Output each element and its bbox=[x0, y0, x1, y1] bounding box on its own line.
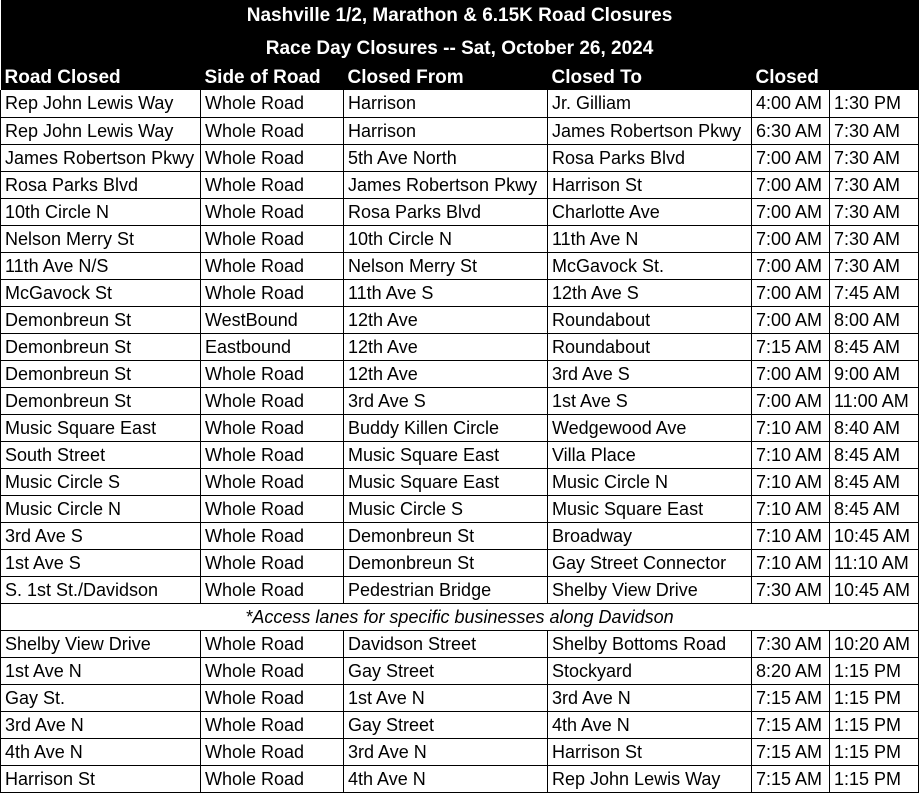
table-row bbox=[1, 333, 919, 360]
cell-closed-start: 7:30 AM bbox=[752, 630, 830, 657]
cell-closed-end: 8:00 AM bbox=[830, 306, 919, 333]
table-row bbox=[1, 90, 919, 117]
cell-side-of-road: Whole Road bbox=[201, 144, 344, 171]
cell-closed-to: Roundabout bbox=[548, 306, 752, 333]
access-note: *Access lanes for specific businesses along Davidson bbox=[1, 603, 919, 630]
header-row bbox=[1, 65, 919, 90]
cell-closed-start: 7:00 AM bbox=[752, 144, 830, 171]
cell-closed-from: Gay Street bbox=[344, 657, 548, 684]
cell-side-of-road: Whole Road bbox=[201, 117, 344, 144]
cell-side-of-road: Whole Road bbox=[201, 198, 344, 225]
access-note-row bbox=[1, 603, 919, 630]
cell-closed-to: Villa Place bbox=[548, 441, 752, 468]
cell-side-of-road: Whole Road bbox=[201, 252, 344, 279]
table-row bbox=[1, 252, 919, 279]
cell-closed-to: 3rd Ave N bbox=[548, 684, 752, 711]
table-row bbox=[1, 144, 919, 171]
cell-road-closed: Harrison St bbox=[1, 765, 201, 792]
cell-closed-from: Rosa Parks Blvd bbox=[344, 198, 548, 225]
cell-side-of-road: Whole Road bbox=[201, 549, 344, 576]
table-row bbox=[1, 279, 919, 306]
cell-closed-start: 7:10 AM bbox=[752, 468, 830, 495]
table-row bbox=[1, 468, 919, 495]
cell-closed-to: 12th Ave S bbox=[548, 279, 752, 306]
cell-side-of-road: Whole Road bbox=[201, 630, 344, 657]
header-road-closed: Road Closed bbox=[1, 65, 201, 90]
cell-closed-from: 3rd Ave N bbox=[344, 738, 548, 765]
table-row bbox=[1, 225, 919, 252]
cell-closed-start: 7:30 AM bbox=[752, 576, 830, 603]
cell-road-closed: 11th Ave N/S bbox=[1, 252, 201, 279]
cell-closed-end: 11:00 AM bbox=[830, 387, 919, 414]
header-closed-from: Closed From bbox=[344, 65, 548, 90]
cell-closed-end: 7:30 AM bbox=[830, 144, 919, 171]
cell-closed-start: 6:30 AM bbox=[752, 117, 830, 144]
cell-closed-end: 8:45 AM bbox=[830, 441, 919, 468]
cell-closed-start: 7:15 AM bbox=[752, 711, 830, 738]
cell-closed-end: 1:15 PM bbox=[830, 765, 919, 792]
table-row bbox=[1, 387, 919, 414]
cell-closed-start: 7:10 AM bbox=[752, 414, 830, 441]
cell-road-closed: Rep John Lewis Way bbox=[1, 117, 201, 144]
cell-closed-end: 7:30 AM bbox=[830, 225, 919, 252]
cell-closed-to: Jr. Gilliam bbox=[548, 90, 752, 117]
table-row bbox=[1, 657, 919, 684]
cell-road-closed: Rep John Lewis Way bbox=[1, 90, 201, 117]
cell-closed-end: 8:45 AM bbox=[830, 468, 919, 495]
cell-side-of-road: Whole Road bbox=[201, 90, 344, 117]
cell-closed-start: 7:00 AM bbox=[752, 198, 830, 225]
cell-closed-end: 7:30 AM bbox=[830, 171, 919, 198]
cell-road-closed: S. 1st St./Davidson bbox=[1, 576, 201, 603]
cell-closed-end: 8:45 AM bbox=[830, 495, 919, 522]
cell-road-closed: 3rd Ave N bbox=[1, 711, 201, 738]
table-row bbox=[1, 495, 919, 522]
cell-closed-to: Shelby View Drive bbox=[548, 576, 752, 603]
cell-closed-from: Demonbreun St bbox=[344, 549, 548, 576]
cell-closed-to: 1st Ave S bbox=[548, 387, 752, 414]
cell-closed-to: Harrison St bbox=[548, 171, 752, 198]
cell-road-closed: Demonbreun St bbox=[1, 333, 201, 360]
table-row bbox=[1, 441, 919, 468]
cell-side-of-road: Eastbound bbox=[201, 333, 344, 360]
cell-road-closed: Nelson Merry St bbox=[1, 225, 201, 252]
cell-closed-start: 7:10 AM bbox=[752, 549, 830, 576]
cell-closed-to: Music Circle N bbox=[548, 468, 752, 495]
cell-closed-start: 7:15 AM bbox=[752, 738, 830, 765]
cell-closed-end: 7:30 AM bbox=[830, 117, 919, 144]
cell-closed-from: Music Circle S bbox=[344, 495, 548, 522]
cell-closed-from: 1st Ave N bbox=[344, 684, 548, 711]
cell-closed-end: 10:45 AM bbox=[830, 576, 919, 603]
cell-closed-from: 3rd Ave S bbox=[344, 387, 548, 414]
table-row bbox=[1, 576, 919, 603]
cell-closed-from: 11th Ave S bbox=[344, 279, 548, 306]
cell-closed-end: 1:15 PM bbox=[830, 711, 919, 738]
cell-road-closed: Shelby View Drive bbox=[1, 630, 201, 657]
cell-closed-start: 7:15 AM bbox=[752, 684, 830, 711]
cell-closed-from: 5th Ave North bbox=[344, 144, 548, 171]
cell-closed-to: Music Square East bbox=[548, 495, 752, 522]
cell-closed-end: 7:45 AM bbox=[830, 279, 919, 306]
cell-road-closed: 3rd Ave S bbox=[1, 522, 201, 549]
cell-closed-to: 3rd Ave S bbox=[548, 360, 752, 387]
table-row bbox=[1, 171, 919, 198]
cell-road-closed: Demonbreun St bbox=[1, 360, 201, 387]
cell-road-closed: South Street bbox=[1, 441, 201, 468]
table-row bbox=[1, 711, 919, 738]
cell-closed-end: 11:10 AM bbox=[830, 549, 919, 576]
cell-closed-from: 12th Ave bbox=[344, 333, 548, 360]
cell-closed-from: 10th Circle N bbox=[344, 225, 548, 252]
cell-closed-start: 7:00 AM bbox=[752, 225, 830, 252]
cell-closed-from: Davidson Street bbox=[344, 630, 548, 657]
cell-closed-from: Harrison bbox=[344, 90, 548, 117]
cell-closed-start: 7:00 AM bbox=[752, 171, 830, 198]
cell-closed-end: 1:15 PM bbox=[830, 738, 919, 765]
cell-closed-to: Rep John Lewis Way bbox=[548, 765, 752, 792]
cell-closed-from: Music Square East bbox=[344, 468, 548, 495]
cell-closed-from: Demonbreun St bbox=[344, 522, 548, 549]
cell-closed-to: Rosa Parks Blvd bbox=[548, 144, 752, 171]
cell-closed-from: Harrison bbox=[344, 117, 548, 144]
cell-closed-end: 7:30 AM bbox=[830, 198, 919, 225]
cell-side-of-road: Whole Road bbox=[201, 495, 344, 522]
cell-closed-from: Gay Street bbox=[344, 711, 548, 738]
cell-closed-from: Music Square East bbox=[344, 441, 548, 468]
cell-closed-from: Nelson Merry St bbox=[344, 252, 548, 279]
cell-side-of-road: Whole Road bbox=[201, 738, 344, 765]
cell-closed-from: Pedestrian Bridge bbox=[344, 576, 548, 603]
cell-closed-end: 1:15 PM bbox=[830, 684, 919, 711]
cell-side-of-road: Whole Road bbox=[201, 171, 344, 198]
cell-side-of-road: WestBound bbox=[201, 306, 344, 333]
cell-closed-from: 12th Ave bbox=[344, 360, 548, 387]
table-row bbox=[1, 414, 919, 441]
cell-closed-end: 10:45 AM bbox=[830, 522, 919, 549]
cell-closed-end: 1:15 PM bbox=[830, 657, 919, 684]
cell-closed-to: Broadway bbox=[548, 522, 752, 549]
cell-side-of-road: Whole Road bbox=[201, 414, 344, 441]
table-row bbox=[1, 306, 919, 333]
cell-road-closed: Rosa Parks Blvd bbox=[1, 171, 201, 198]
cell-side-of-road: Whole Road bbox=[201, 225, 344, 252]
cell-closed-from: 12th Ave bbox=[344, 306, 548, 333]
cell-closed-end: 9:00 AM bbox=[830, 360, 919, 387]
cell-closed-start: 7:00 AM bbox=[752, 279, 830, 306]
cell-closed-to: Shelby Bottoms Road bbox=[548, 630, 752, 657]
cell-closed-start: 7:15 AM bbox=[752, 333, 830, 360]
cell-closed-from: 4th Ave N bbox=[344, 765, 548, 792]
title-row-1 bbox=[1, 0, 919, 32]
header-side-of-road: Side of Road bbox=[201, 65, 344, 90]
cell-closed-to: 11th Ave N bbox=[548, 225, 752, 252]
cell-closed-to: James Robertson Pkwy bbox=[548, 117, 752, 144]
table-row bbox=[1, 522, 919, 549]
cell-closed-end: 8:45 AM bbox=[830, 333, 919, 360]
cell-closed-start: 8:20 AM bbox=[752, 657, 830, 684]
title-row-2 bbox=[1, 32, 919, 65]
cell-closed-to: Wedgewood Ave bbox=[548, 414, 752, 441]
cell-side-of-road: Whole Road bbox=[201, 279, 344, 306]
cell-road-closed: 1st Ave S bbox=[1, 549, 201, 576]
table-row bbox=[1, 684, 919, 711]
cell-side-of-road: Whole Road bbox=[201, 765, 344, 792]
cell-closed-from: Buddy Killen Circle bbox=[344, 414, 548, 441]
cell-closed-to: McGavock St. bbox=[548, 252, 752, 279]
cell-closed-end: 7:30 AM bbox=[830, 252, 919, 279]
cell-side-of-road: Whole Road bbox=[201, 522, 344, 549]
cell-road-closed: McGavock St bbox=[1, 279, 201, 306]
cell-side-of-road: Whole Road bbox=[201, 441, 344, 468]
cell-closed-to: Charlotte Ave bbox=[548, 198, 752, 225]
sheet-title: Nashville 1/2, Marathon & 6.15K Road Closures bbox=[1, 0, 919, 32]
cell-road-closed: Demonbreun St bbox=[1, 387, 201, 414]
cell-road-closed: 4th Ave N bbox=[1, 738, 201, 765]
cell-closed-start: 7:00 AM bbox=[752, 360, 830, 387]
table-row bbox=[1, 198, 919, 225]
cell-road-closed: Music Circle N bbox=[1, 495, 201, 522]
cell-closed-start: 7:10 AM bbox=[752, 522, 830, 549]
table-row bbox=[1, 549, 919, 576]
cell-road-closed: Music Square East bbox=[1, 414, 201, 441]
cell-closed-from: James Robertson Pkwy bbox=[344, 171, 548, 198]
cell-closed-end: 8:40 AM bbox=[830, 414, 919, 441]
cell-closed-to: Harrison St bbox=[548, 738, 752, 765]
table-row bbox=[1, 117, 919, 144]
header-closed: Closed bbox=[752, 65, 919, 90]
cell-closed-start: 7:15 AM bbox=[752, 765, 830, 792]
cell-closed-end: 10:20 AM bbox=[830, 630, 919, 657]
table-row bbox=[1, 765, 919, 792]
sheet-subtitle: Race Day Closures -- Sat, October 26, 2024 bbox=[1, 32, 919, 65]
cell-closed-start: 7:00 AM bbox=[752, 387, 830, 414]
cell-side-of-road: Whole Road bbox=[201, 576, 344, 603]
cell-closed-start: 7:00 AM bbox=[752, 306, 830, 333]
cell-road-closed: 1st Ave N bbox=[1, 657, 201, 684]
cell-closed-start: 7:00 AM bbox=[752, 252, 830, 279]
cell-side-of-road: Whole Road bbox=[201, 657, 344, 684]
cell-closed-to: Gay Street Connector bbox=[548, 549, 752, 576]
cell-closed-start: 7:10 AM bbox=[752, 495, 830, 522]
cell-closed-to: Roundabout bbox=[548, 333, 752, 360]
cell-closed-to: Stockyard bbox=[548, 657, 752, 684]
cell-side-of-road: Whole Road bbox=[201, 711, 344, 738]
table-row bbox=[1, 360, 919, 387]
cell-road-closed: Gay St. bbox=[1, 684, 201, 711]
cell-closed-end: 1:30 PM bbox=[830, 90, 919, 117]
cell-side-of-road: Whole Road bbox=[201, 387, 344, 414]
header-closed-to: Closed To bbox=[548, 65, 752, 90]
cell-road-closed: Demonbreun St bbox=[1, 306, 201, 333]
cell-road-closed: Music Circle S bbox=[1, 468, 201, 495]
cell-road-closed: 10th Circle N bbox=[1, 198, 201, 225]
cell-side-of-road: Whole Road bbox=[201, 684, 344, 711]
cell-road-closed: James Robertson Pkwy bbox=[1, 144, 201, 171]
cell-closed-start: 4:00 AM bbox=[752, 90, 830, 117]
cell-side-of-road: Whole Road bbox=[201, 360, 344, 387]
table-row bbox=[1, 738, 919, 765]
cell-closed-to: 4th Ave N bbox=[548, 711, 752, 738]
table-row bbox=[1, 630, 919, 657]
cell-closed-start: 7:10 AM bbox=[752, 441, 830, 468]
cell-side-of-road: Whole Road bbox=[201, 468, 344, 495]
